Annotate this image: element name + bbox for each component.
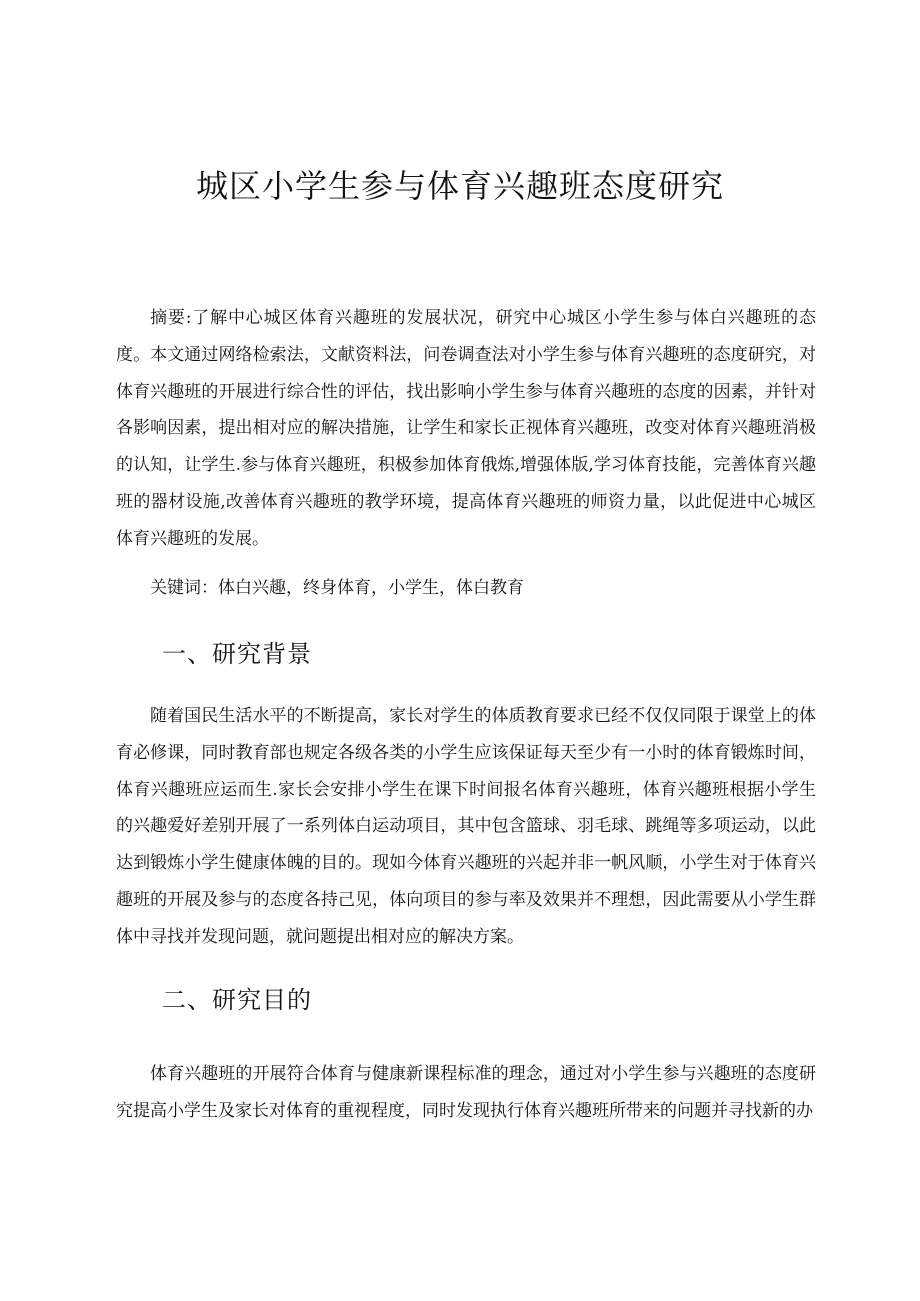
section-heading-background: 一、研究背景: [162, 640, 312, 668]
section-body-background: 随着国民生活水平的不断提高，家长对学生的体质教育要求已经不仅仅同限于课堂上的体育必修课，同时教育部也规定各级各类的小学生应该保证每天至少有一小时的体育锻炼时间，体育兴趣班应运而生.家长会安排小学生在课下时间报名体育兴趣班，体育兴趣班根据小学生的兴趣爱好差别开展了一系列体白运动项目，其中包含篮球、羽毛球、跳绳等多项运动，以此达到锻炼小学生健康体魄的目的。现如今体育兴趣班的兴起并非一帆风顺，小学生对于体育兴趣班的开展及参与的态度各持己见，体向项目的参与率及效果并不理想，因此需要从小学生群体中寻找并发现问题，就问题提出相对应的解决方案。: [116, 706, 816, 947]
section-body-purpose: 体育兴趣班的开展符合体育与健康新课程标准的理念，通过对小学生参与兴趣班的态度研究提高小学生及家长对体育的重视程度，同时发现执行体育兴趣班所带来的问题并寻找新的办: [116, 1064, 816, 1121]
keywords-line: 关键词：体白兴趣，终身体育，小学生，体白教育: [150, 578, 524, 598]
document-title: 城区小学生参与体育兴趣班态度研究: [195, 167, 724, 205]
section-heading-purpose: 二、研究目的: [162, 986, 312, 1014]
abstract-paragraph: 摘要:了解中心城区体育兴趣班的发展状况，研究中心城区小学生参与体白兴趣班的态度。本文通过网络检索法，文献资料法，问卷调查法对小学生参与体育兴趣班的态度研究，对体育兴趣班的开展进行综合性的评估，找出影响小学生参与体育兴趣班的态度的因素，并针对各影响因素，提出相对应的解决措施，让学生和家长正视体育兴趣班，改变对体育兴趣班消极的认知，让学生.参与体育兴趣班，积极参加体育俄炼,增强体版,学习体育技能，完善体育兴趣班的器材设施,改善体育兴趣班的教学环境，提高体育兴趣班的师资力量，以此促进中心城区体育兴趣班的发展。: [116, 308, 816, 549]
